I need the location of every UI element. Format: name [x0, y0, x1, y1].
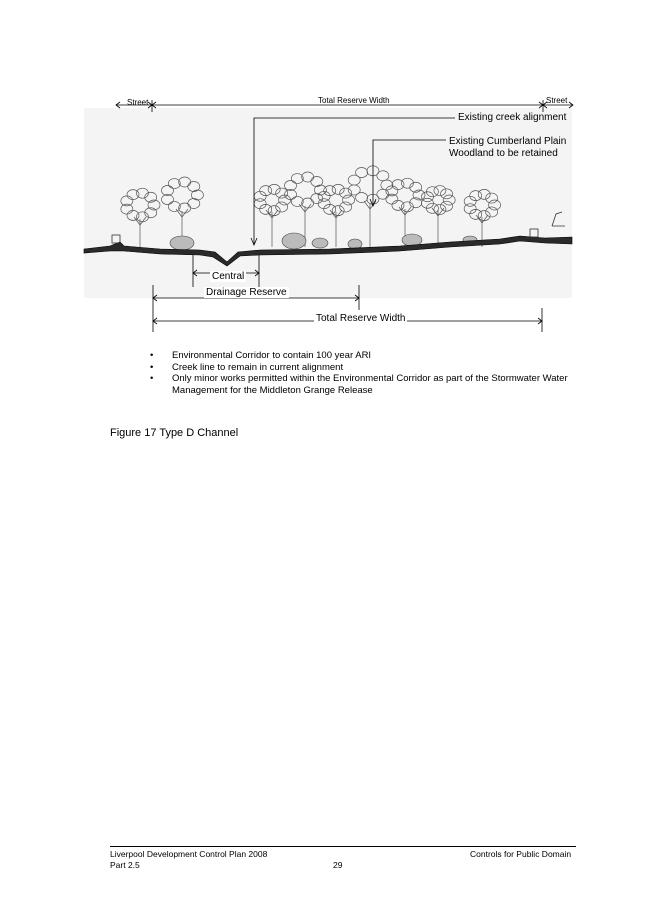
central-label: Central: [212, 271, 245, 282]
footer-section-title: Controls for Public Domain: [470, 849, 572, 859]
street-right-label: Street: [546, 96, 568, 105]
total-width-bottom-label: Total Reserve Width: [316, 313, 406, 324]
requirements-list: [150, 350, 580, 396]
woodland-callout-line2: Woodland to be retained: [449, 148, 558, 159]
street-left-label: Street: [127, 98, 149, 107]
list-item: • Only minor works permitted within the Environmental Corridor as part of the Stormwater Water Management for the Middleton Grange Release: [150, 373, 580, 396]
drainage-reserve-label: Drainage Reserve: [206, 287, 287, 298]
channel-cross-section-diagram: [0, 0, 653, 340]
footer-document-title: Liverpool Development Control Plan 2008: [110, 849, 268, 859]
page-number: 29: [333, 860, 343, 870]
footer-part: Part 2.5: [110, 860, 140, 870]
total-width-top-label: Total Reserve Width: [318, 96, 390, 105]
footer-rule: [110, 846, 576, 847]
list-item: • Creek line to remain in current alignment: [150, 362, 580, 374]
list-item: • Environmental Corridor to contain 100 year ARI: [150, 350, 580, 362]
figure-caption: Figure 17 Type D Channel: [110, 427, 239, 439]
creek-alignment-callout: Existing creek alignment: [458, 112, 567, 123]
woodland-callout-line1: Existing Cumberland Plain: [449, 136, 567, 147]
